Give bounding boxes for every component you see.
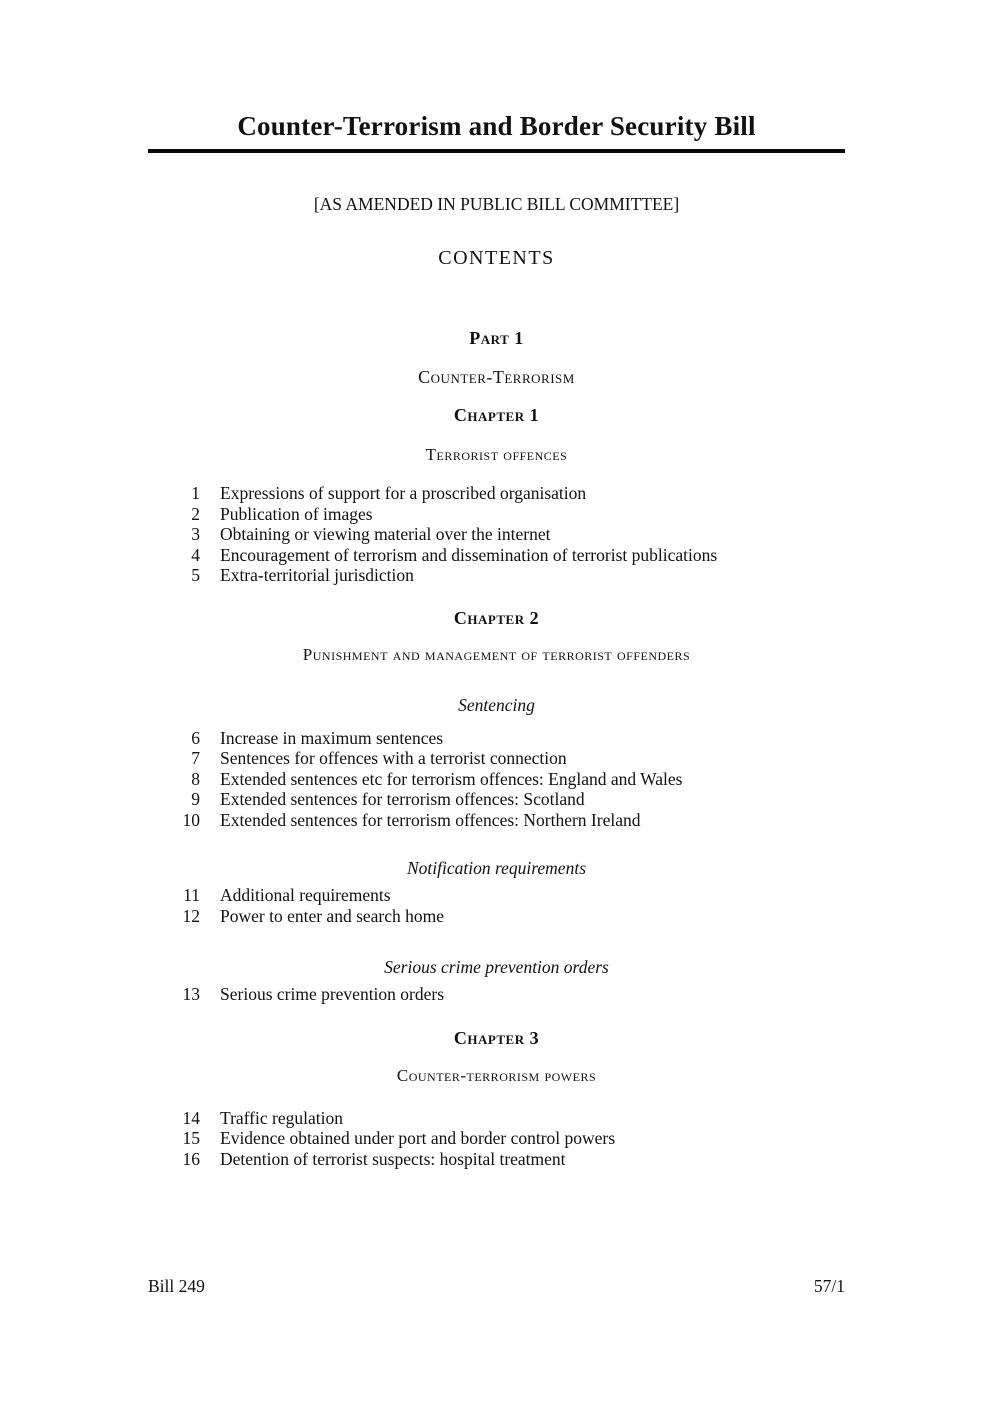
chapter-2-heading: Chapter 2	[453, 607, 540, 628]
toc-item-number: 4	[191, 544, 200, 565]
session-number: 57/1	[813, 1276, 845, 1296]
toc-item-title: Power to enter and search home	[220, 905, 445, 926]
toc-item-title: Additional requirements	[220, 885, 391, 905]
toc-item-number: 6	[191, 727, 200, 748]
toc-item	[148, 748, 845, 769]
toc-item-title: Extra-territorial jurisdiction	[220, 565, 414, 585]
page-content	[148, 110, 845, 1297]
toc-item-number: 8	[191, 768, 200, 789]
toc-item	[148, 1149, 845, 1170]
chapter-3-heading: Chapter 3	[453, 1027, 540, 1048]
toc-item-number: 15	[182, 1128, 200, 1148]
toc-item-title: Traffic regulation	[220, 1107, 343, 1128]
toc-item-number: 14	[182, 1107, 200, 1128]
chapter-1-heading: Chapter 1	[453, 405, 540, 425]
toc-item-title: Detention of terrorist suspects: hospital treatment	[220, 1148, 566, 1169]
sentencing-item-list	[148, 728, 845, 831]
toc-item-title: Extended sentences for terrorism offences: Northern Ireland	[220, 809, 641, 830]
toc-item	[148, 906, 845, 927]
toc-item	[148, 789, 845, 810]
toc-item	[148, 885, 845, 906]
toc-item-title: Publication of images	[220, 503, 373, 524]
scpo-item-list	[148, 984, 845, 1005]
toc-item-number: 12	[182, 905, 200, 926]
toc-item-number: 7	[191, 748, 200, 768]
toc-item	[148, 728, 845, 749]
part-1-title: Counter-Terrorism	[418, 367, 575, 387]
toc-item-title: Extended sentences for terrorism offences: Scotland	[220, 789, 585, 809]
chapter-2-title: Punishment and management of terrorist offenders	[302, 644, 691, 664]
chapter-3-title: Counter-terrorism powers	[396, 1065, 597, 1085]
toc-item-number: 10	[182, 809, 200, 830]
toc-item	[148, 1108, 845, 1129]
bill-number: Bill 249	[148, 1276, 205, 1296]
group-heading-scpo: Serious crime prevention orders	[384, 957, 609, 977]
title-divider-rule	[148, 149, 845, 153]
toc-item-title: Obtaining or viewing material over the internet	[220, 524, 551, 544]
toc-item-title: Evidence obtained under port and border control powers	[220, 1128, 616, 1148]
toc-item-title: Expressions of support for a proscribed organisation	[220, 483, 587, 503]
toc-item-title: Sentences for offences with a terrorist connection	[220, 748, 567, 768]
group-heading-sentencing: Sentencing	[458, 694, 535, 715]
toc-item-title: Increase in maximum sentences	[220, 727, 444, 748]
toc-item	[148, 1128, 845, 1149]
group-heading-notification: Notification requirements	[406, 858, 587, 878]
toc-item	[148, 565, 845, 586]
contents-heading: CONTENTS	[438, 247, 555, 269]
amendment-note: [AS AMENDED IN PUBLIC BILL COMMITTEE]	[313, 194, 680, 214]
toc-item-number: 11	[183, 885, 200, 905]
chapter-3-item-list	[148, 1108, 845, 1170]
toc-item-number: 1	[191, 483, 200, 503]
toc-item	[148, 810, 845, 831]
toc-item-number: 16	[182, 1148, 200, 1169]
toc-item-title: Encouragement of terrorism and dissemination of terrorist publications	[220, 544, 718, 565]
toc-item-number: 9	[191, 789, 200, 809]
toc-item-number: 5	[191, 565, 200, 585]
toc-item-number: 13	[182, 984, 200, 1004]
toc-item-number: 3	[191, 524, 200, 544]
chapter-1-title: Terrorist offences	[425, 445, 568, 464]
page-footer	[148, 1275, 845, 1297]
toc-item-title: Serious crime prevention orders	[220, 984, 445, 1004]
bill-title: Counter-Terrorism and Border Security Bill	[237, 111, 756, 141]
chapter-1-item-list	[148, 483, 845, 586]
part-1-heading: Part 1	[469, 328, 524, 348]
toc-item	[148, 504, 845, 525]
toc-item	[148, 545, 845, 566]
toc-item	[148, 984, 845, 1005]
toc-item	[148, 769, 845, 790]
toc-item-title: Extended sentences etc for terrorism offences: England and Wales	[220, 768, 683, 789]
toc-item	[148, 483, 845, 504]
toc-item	[148, 524, 845, 545]
toc-item-number: 2	[191, 503, 200, 524]
notification-item-list	[148, 885, 845, 926]
